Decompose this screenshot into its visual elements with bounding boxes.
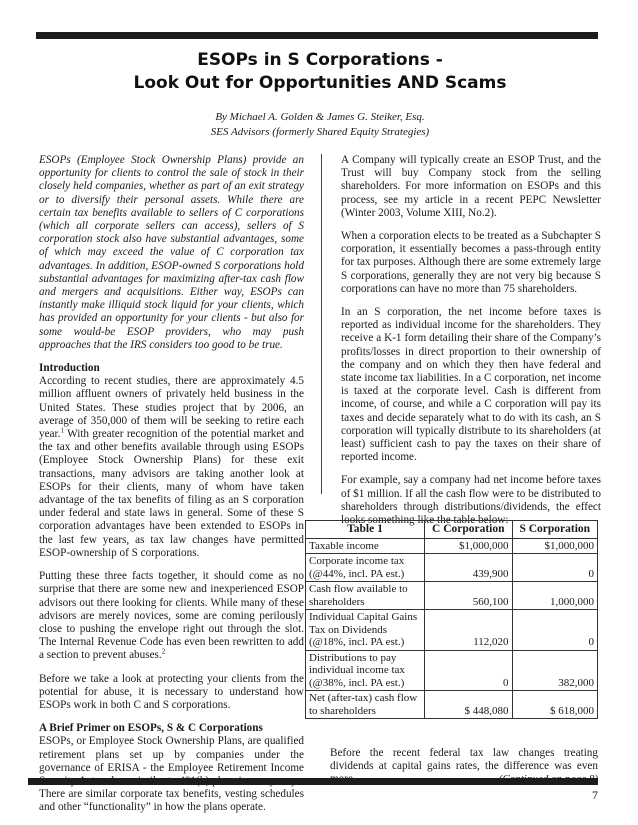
right-column — [341, 154, 601, 537]
s-corp-value: 1,000,000 — [512, 582, 597, 610]
page-number: 7 — [592, 788, 598, 802]
introduction-paragraph: According to recent studies, there are approximately 4.5 million affluent owners of privately held business in the United States. These studies project that by 2006, an average of 350,000 of them will be seeking to retire each year.$^1$ With greater recognition of the potential market and the tax and other benefits available through using ESOPs (Employee Stock Ownership Plans) for these exit transactions, many advisors are taking another look at ESOPs for their clients, many of whom have taken advantage of the tax benefits of filing as an S corporation under federal and state laws in general. Some of these S corporation advantages have been extended to ESOPs in the last few years, as tax law changes have permitted ESOP-ownership of S corporations. — [39, 375, 304, 559]
byline-authors: By Michael A. Golden & James G. Steiker, Esq. — [215, 111, 425, 123]
row-label: Taxable income — [306, 538, 425, 554]
article-title-line1: ESOPs in S Corporations - — [197, 50, 443, 70]
table-row — [306, 691, 598, 719]
table-row — [306, 538, 598, 554]
s-corp-value: $ 618,000 — [512, 691, 597, 719]
row-label: Cash flow available to shareholders — [306, 582, 425, 610]
left-column — [39, 154, 304, 825]
introduction-heading: Introduction — [39, 362, 100, 375]
top-rule — [36, 32, 598, 39]
tax-comparison-table — [305, 520, 598, 719]
c-corp-value: 439,900 — [425, 554, 513, 582]
s-corp-value: 0 — [512, 610, 597, 651]
table-row — [306, 582, 598, 610]
primer-paragraph: ESOPs, or Employee Stock Ownership Plans, are qualified retirement plans set up by companies under the governance of ERISA - the Employee Retirement Income There are similar corporate tax benefits, vesting schedules and other “functionality” in how the plans operate. — [39, 735, 304, 814]
c-corp-value: 0 — [425, 650, 513, 691]
c-corp-value: 112,020 — [425, 610, 513, 651]
intro-paragraph: ESOPs (Employee Stock Ownership Plans) provide an opportunity for clients to control the sale of stock in their closely held companies, whether as part of an exit strategy or to diversify their personal assets. While there are certain tax benefits available to sellers of C corporations (which all corporate sellers can access), sellers of S corporation stock also have substantial advantages, some of which may exceed the value of C corporation tax advantages. In addition, ESOP-owned S corporations hold substantial advantages for maximizing after-tax cash flow and mergers and acquisitions. Either way, ESOPs can instantly make illiquid stock liquid for your clients, which has provided an opportunity for your clients - but also for some would-be ESOP providers, who may push approaches that the IRS considers too good to be true. — [39, 154, 304, 351]
footnote-1: 1 — [60, 426, 64, 435]
row-label: Distributions to pay individual income tax (@38%, incl. PA est.) — [306, 650, 425, 691]
table-row — [306, 650, 598, 691]
s-corp-value: 0 — [512, 554, 597, 582]
footnote-2: 2 — [161, 647, 166, 656]
s-corp-header: S Corporation — [512, 521, 597, 539]
byline-firm: SES Advisors (formerly Shared Equity Strategies) — [210, 126, 430, 138]
right-paragraph-4: For example, say a company had net income before taxes of $1 million. If all the cash flow were to be distributed to shareholders through distributions/dividends, the effect looks something like the table below: — [341, 474, 601, 527]
table-row — [306, 554, 598, 582]
table-title: Table 1 — [306, 521, 425, 539]
bottom-rule — [28, 778, 598, 785]
c-corp-value: 560,100 — [425, 582, 513, 610]
primer-heading: A Brief Primer on ESOPs, S & C Corporations — [39, 722, 263, 735]
row-label: Individual Capital Gains Tax on Dividends (@18%, incl. PA est.) — [306, 610, 425, 651]
c-corp-value: $ 448,080 — [425, 691, 513, 719]
table-header-row — [306, 521, 598, 539]
right-paragraph-1: A Company will typically create an ESOP Trust, and the Trust will buy Company stock from the selling shareholders. For more information on ESOPs and this process, see my article in a recent PEPC Newsletter (Winter 2003, Volume XIII, No.2). — [341, 154, 601, 219]
row-label: Net (after-tax) cash flow to shareholders — [306, 691, 425, 719]
row-label: Corporate income tax (@44%, incl. PA est.) — [306, 554, 425, 582]
after-table-paragraph: Before the recent federal tax law changes treating dividends at capital gains rates, the difference was even — [330, 747, 598, 773]
right-paragraph-3: In an S corporation, the net income before taxes is reported as individual income for the shareholders. They receive a K-1 form detailing their share of the Company’s profits/losses in direct proportion to their ownership of the company and on which they then have federal and state income tax liabilities. In a C corporation, net income is taxed at the corporate level. Cash is different from income, of course, and while a C corporation will pay its taxes and decide separately what to do with its cash, an S corporation will typically distribute to its shareholders (at least) sufficient cash to pay the taxes on their share of reported income. — [341, 306, 601, 464]
right-paragraph-2: When a corporation elects to be treated as a Subchapter S corporation, it essentially becomes a pass-through entity for tax purposes. Although there are some extremely large S corporations, generally they are not very big because S corporations can have no more than 75 shareholders. — [341, 230, 601, 295]
c-corp-header: C Corporation — [425, 521, 513, 539]
column-divider — [321, 154, 322, 494]
table-row — [306, 610, 598, 651]
paragraph-3: Before we take a look at protecting your clients from the potential for abuse, it is necessary to understand how ESOPs work in both C and S corporations. — [39, 672, 304, 711]
article-title-line2: Look Out for Opportunities AND Scams — [133, 73, 507, 93]
c-corp-value: $1,000,000 — [425, 538, 513, 554]
s-corp-value: $1,000,000 — [512, 538, 597, 554]
paragraph-2: Putting these three facts together, it should come as no surprise that there are some new and inexperienced ESOP advisors out there looking for clients. While many of these advisors are merely novices, some are coming perilously close to pushing the envelope right out through the slot. The Internal Revenue Code has even been rewritten to add a section to prevent abuses.$^2$ — [39, 570, 304, 662]
s-corp-value: 382,000 — [512, 650, 597, 691]
